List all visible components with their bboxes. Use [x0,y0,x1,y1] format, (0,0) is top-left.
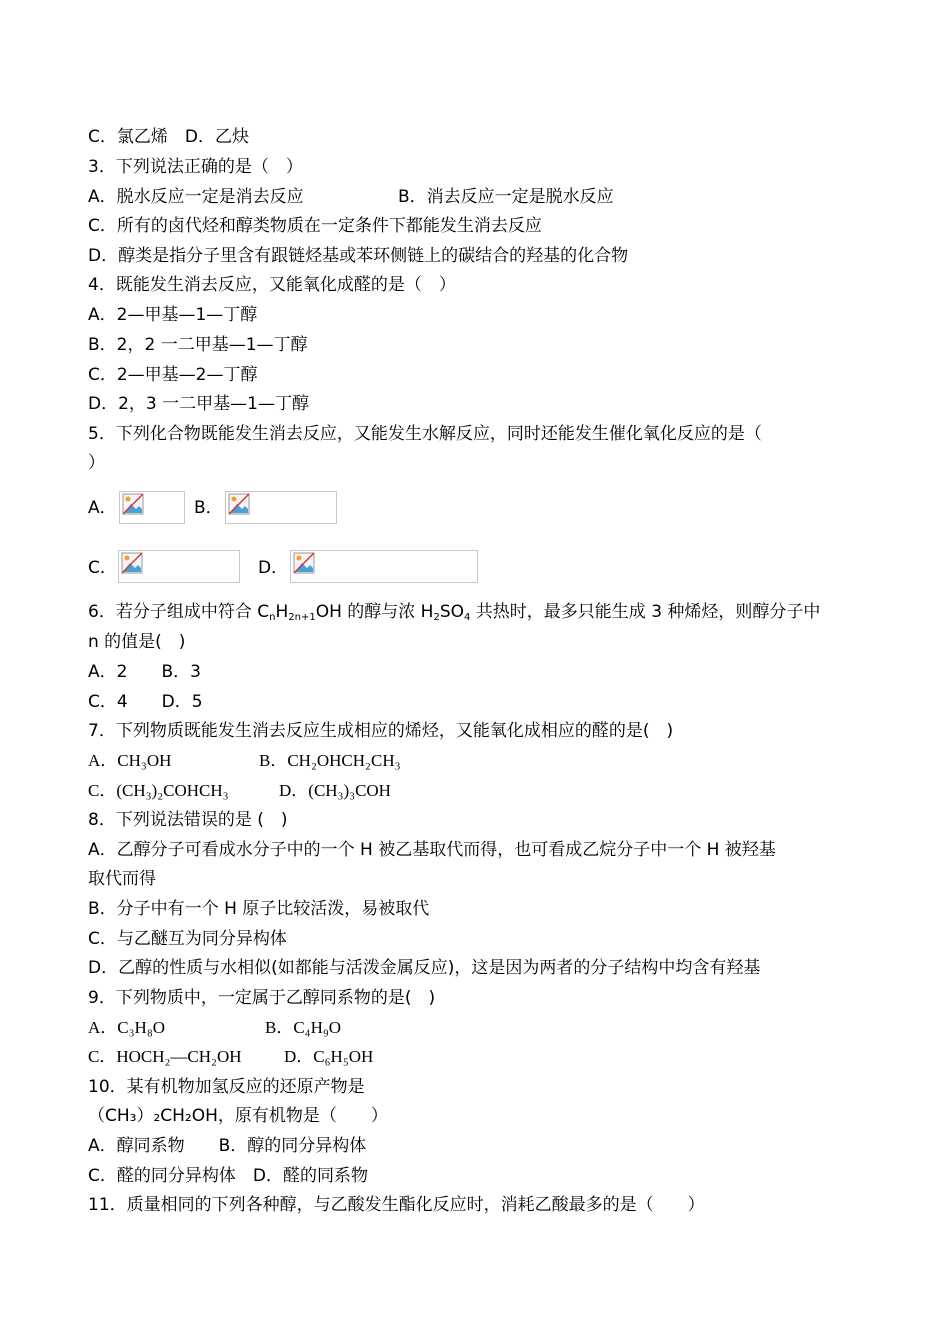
question-10-line-2: （CH₃）₂CH₂OH，原有机物是（ ） [88,1106,388,1126]
line-option-c-d: C．氯乙烯 D．乙炔 [88,127,249,147]
question-6-line-1: 6．若分子组成中符合 $C_nH_{2n+1}OH$ 的醇与浓 $H_2SO_4$ 共热时，最多只能生成 3 种烯烃，则醇分子中 [88,602,821,623]
question-8-option-b: B．分子中有一个 H 原子比较活泼，易被取代 [88,899,430,919]
question-8: 8．下列说法错误的是 ( ) [88,810,288,830]
question-10-options-c-d: C．醛的同分异构体 D．醛的同系物 [88,1166,368,1186]
broken-image-icon [228,493,250,515]
question-5-option-b-image [225,491,337,524]
broken-image-icon [121,552,143,574]
question-5-option-c-label: C． [88,558,117,578]
broken-image-icon [122,493,144,515]
question-5-option-a-image [119,491,185,524]
question-5-line-1: 5．下列化合物既能发生消去反应，又能发生水解反应，同时还能发生催化氧化反应的是（ [88,424,762,444]
question-9-option-a: A．C₃H₈O [88,1018,166,1037]
question-5-option-d-label: D． [258,558,289,578]
question-6-options-a-b: A．2 B．3 [88,662,201,682]
question-6-options-c-d: C．4 D．5 [88,692,203,712]
question-7-option-a: A．CH₃OH [88,751,172,770]
question-3-option-d: D．醇类是指分子里含有跟链烃基或苯环侧链上的碳结合的羟基的化合物 [88,246,629,266]
question-5-option-a-label: A． [88,498,117,518]
question-3-option-c: C．所有的卤代烃和醇类物质在一定条件下都能发生消去反应 [88,216,542,236]
broken-image-icon [293,552,315,574]
question-5-line-2: ） [88,453,105,473]
question-4: 4．既能发生消去反应，又能氧化成醛的是（ ） [88,275,456,295]
question-7-option-c: C．(CH₃)₂COHCH₃ [88,781,229,800]
question-10-line-1: 10．某有机物加氢反应的还原产物是 [88,1077,365,1097]
question-5-option-d-image [290,550,478,583]
question-9: 9．下列物质中，一定属于乙醇同系物的是( ) [88,988,436,1008]
question-5-option-c-image [118,550,240,583]
question-7-option-b: B．CH₂OHCH₂CH₃ [259,751,401,770]
question-5-option-b-label: B． [194,498,223,518]
question-4-option-a: A．2—甲基—1—丁醇 [88,305,258,325]
question-9-option-b: B．C₄H₉O [265,1018,342,1037]
question-3-option-a: A．脱水反应一定是消去反应 [88,187,304,207]
question-4-option-d: D．2，3 一二甲基—1—丁醇 [88,394,309,414]
question-8-option-d: D．乙醇的性质与水相似(如都能与活泼金属反应)，这是因为两者的分子结构中均含有羟基 [88,958,761,978]
question-9-option-c: C．HOCH₂—CH₂OH [88,1047,242,1066]
question-10-options-a-b: A．醇同系物 B．醇的同分异构体 [88,1136,367,1156]
question-7-option-d: D．(CH₃)₃COH [279,781,391,800]
question-6-line-2: n 的值是( ) [88,632,186,652]
question-3-option-b: B．消去反应一定是脱水反应 [398,187,614,207]
question-8-option-a-line-1: A．乙醇分子可看成水分子中的一个 H 被乙基取代而得，也可看成乙烷分子中一个 H 被羟基 [88,840,776,860]
question-4-option-b: B．2，2 一二甲基—1—丁醇 [88,335,308,355]
question-7: 7．下列物质既能发生消去反应生成相应的烯烃，又能氧化成相应的醛的是( ) [88,721,674,741]
question-9-option-d: D．C₆H₅OH [284,1047,374,1066]
question-3: 3．下列说法正确的是（ ） [88,157,303,177]
question-8-option-c: C．与乙醚互为同分异构体 [88,929,287,949]
question-8-option-a-line-2: 取代而得 [88,869,156,889]
question-4-option-c: C．2—甲基—2—丁醇 [88,365,258,385]
question-11: 11．质量相同的下列各种醇，与乙酸发生酯化反应时，消耗乙酸最多的是（ ） [88,1195,705,1215]
